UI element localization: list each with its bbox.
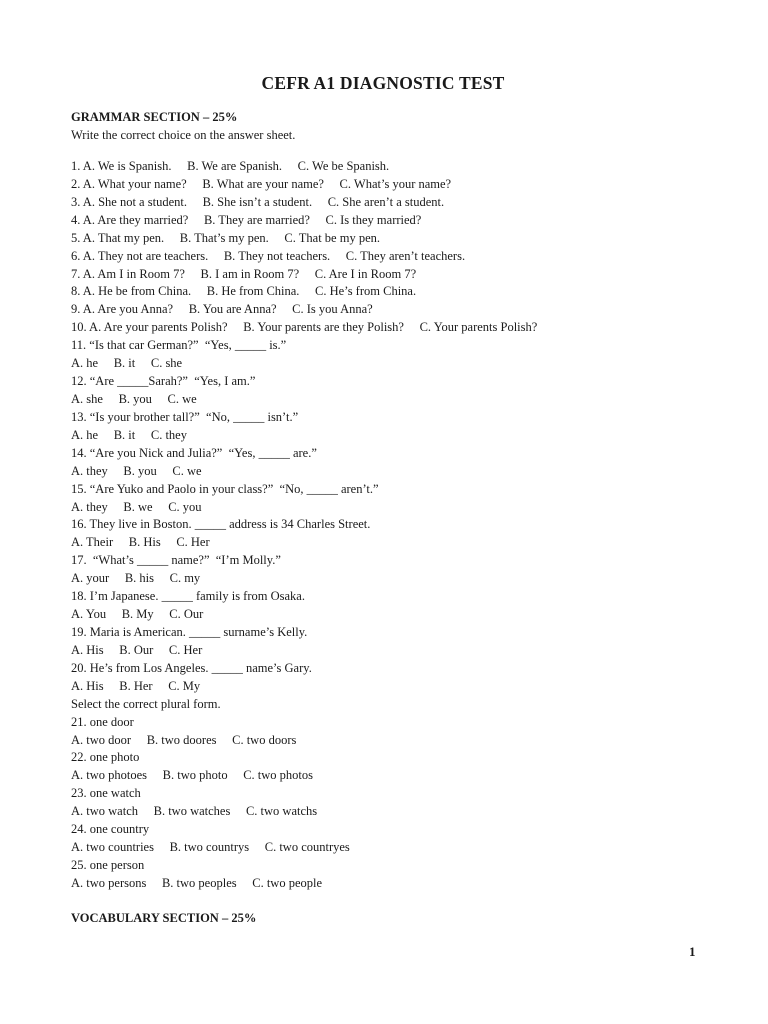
question-line: 24. one country <box>71 822 150 837</box>
answer-options: A. You B. My C. Our <box>71 607 204 622</box>
question-line: 20. He’s from Los Angeles. _____ name’s Gary. <box>71 660 312 675</box>
question-line: 21. one door <box>71 714 134 729</box>
answer-options: A. he B. it C. they <box>71 427 187 442</box>
grammar-section-heading: GRAMMAR SECTION – 25% <box>71 110 238 124</box>
question-line: 8. A. He be from China. B. He from China. C. He’s from China. <box>71 284 417 299</box>
answer-options: A. His B. Her C. My <box>71 678 201 693</box>
answer-options: A. two persons B. two peoples C. two people <box>71 875 323 890</box>
answer-options: A. he B. it C. she <box>71 356 183 371</box>
answer-options: A. two watch B. two watches C. two watchs <box>71 804 318 819</box>
question-line: 12. “Are _____Sarah?” “Yes, I am.” <box>71 374 256 389</box>
question-line: 5. A. That my pen. B. That’s my pen. C. That be my pen. <box>71 230 381 245</box>
answer-options: A. two door B. two doores C. two doors <box>71 732 297 747</box>
question-line: 3. A. She not a student. B. She isn’t a student. C. She aren’t a student. <box>71 194 445 209</box>
question-line: 18. I’m Japanese. _____ family is from Osaka. <box>71 589 305 604</box>
question-line: 22. one photo <box>71 750 140 765</box>
question-line: 7. A. Am I in Room 7? B. I am in Room 7? C. Are I in Room 7? <box>71 266 417 281</box>
vocabulary-section-heading: VOCABULARY SECTION – 25% <box>71 911 257 925</box>
question-list <box>71 158 711 893</box>
answer-options: A. they B. you C. we <box>71 463 202 478</box>
question-line: 17. “What’s _____ name?” “I’m Molly.” <box>71 553 281 568</box>
answer-options: A. two photoes B. two photo C. two photos <box>71 768 314 783</box>
question-line: 6. A. They not are teachers. B. They not teachers. C. They aren’t teachers. <box>71 248 466 263</box>
question-line: 25. one person <box>71 857 145 872</box>
question-line: 10. A. Are your parents Polish? B. Your parents are they Polish? C. Your parents Polish? <box>71 320 538 335</box>
question-line: 16. They live in Boston. _____ address is 34 Charles Street. <box>71 517 371 532</box>
answer-options: A. she B. you C. we <box>71 391 197 406</box>
question-line: 2. A. What your name? B. What are your name? C. What’s your name? <box>71 176 452 191</box>
question-line: 11. “Is that car German?” “Yes, _____ is.” <box>71 338 287 353</box>
question-line: 15. “Are Yuko and Paolo in your class?” “No, _____ aren’t.” <box>71 481 379 496</box>
answer-options: A. your B. his C. my <box>71 571 201 586</box>
question-line: 13. “Is your brother tall?” “No, _____ isn’t.” <box>71 409 299 424</box>
question-line: 19. Maria is American. _____ surname’s Kelly. <box>71 624 308 639</box>
question-line: 23. one watch <box>71 786 141 801</box>
answer-options: A. His B. Our C. Her <box>71 642 203 657</box>
question-line: 1. A. We is Spanish. B. We are Spanish. C. We be Spanish. <box>71 159 390 173</box>
answer-options: A. they B. we C. you <box>71 499 202 514</box>
question-line: 4. A. Are they married? B. They are married? C. Is they married? <box>71 212 422 227</box>
question-line: 14. “Are you Nick and Julia?” “Yes, _____ are.” <box>71 445 317 460</box>
document-title: CEFR A1 DIAGNOSTIC TEST <box>261 73 505 93</box>
page-number: 1 <box>689 944 696 959</box>
answer-options: A. Their B. His C. Her <box>71 535 210 550</box>
question-line: 9. A. Are you Anna? B. You are Anna? C. Is you Anna? <box>71 302 373 317</box>
grammar-instruction: Write the correct choice on the answer sheet. <box>71 128 296 142</box>
answer-options: A. two countries B. two countrys C. two countryes <box>71 840 350 855</box>
plural-instruction: Select the correct plural form. <box>71 696 221 711</box>
document-page <box>71 0 711 1024</box>
